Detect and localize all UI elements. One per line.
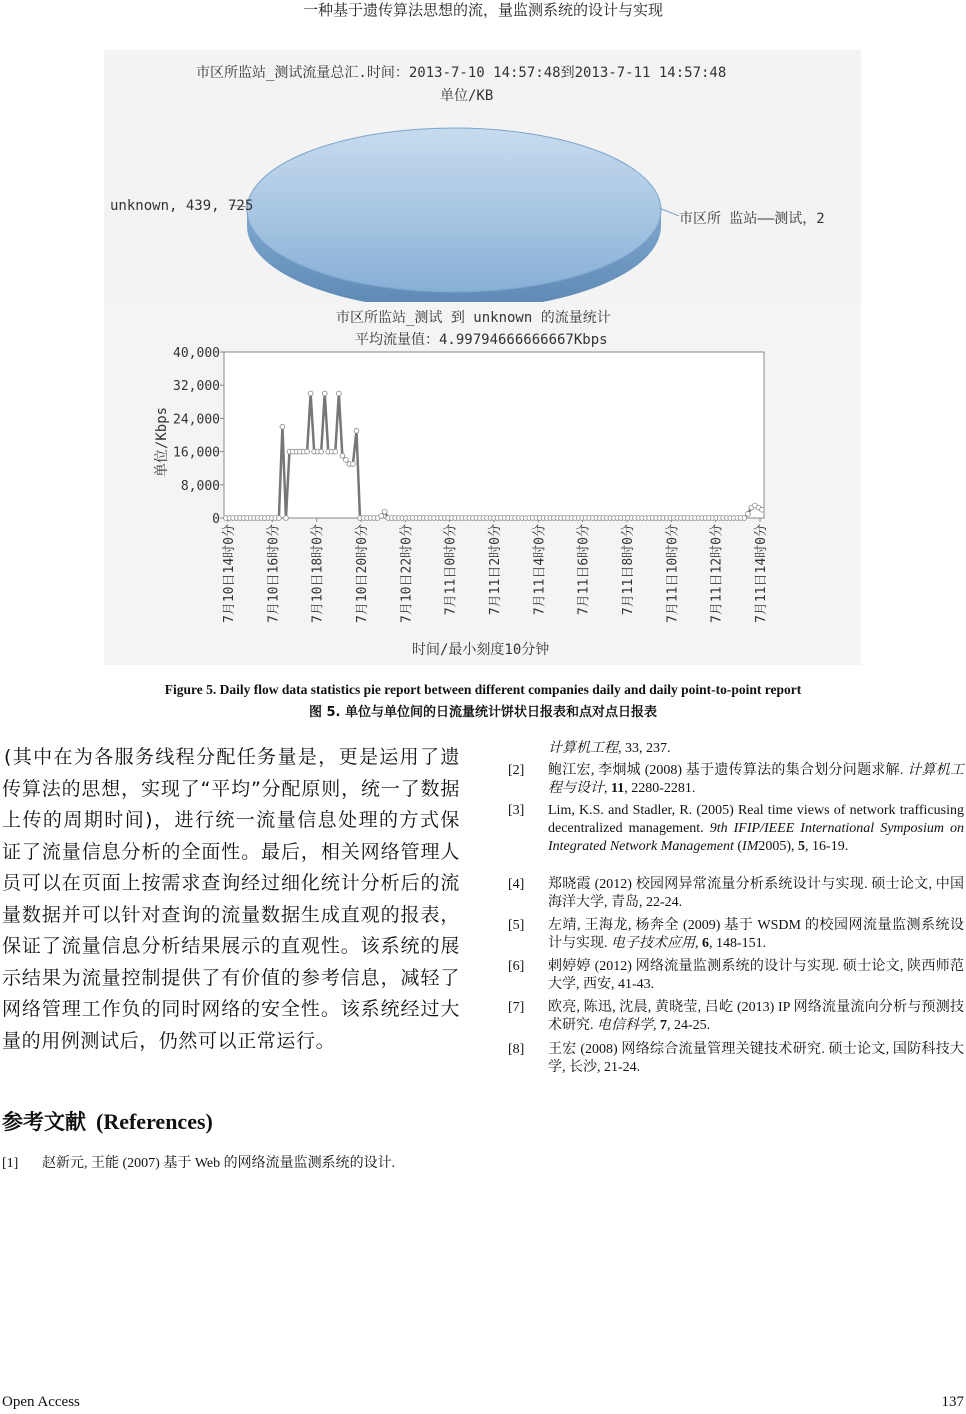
reference-item-continued	[508, 740, 964, 760]
x-tick-label: 7月11日0时0分	[443, 524, 459, 616]
data-point	[382, 509, 387, 514]
line-chart-panel	[104, 302, 861, 665]
reference-journal: 计算机工程与设计	[548, 763, 965, 796]
references-heading	[2, 1106, 213, 1136]
x-tick-label: 7月11日10时0分	[665, 524, 681, 623]
data-point	[336, 391, 341, 396]
data-point	[305, 449, 310, 454]
figure-caption-en: Figure 5. Daily flow data statistics pie report between different companies daily and daily point-to-point report	[164, 682, 802, 697]
reference-text: 王宏 (2008) 网络综合流量管理关键技术研究. 硕士论文, 国防科技大学, 长沙, 21-24.	[548, 1042, 964, 1075]
reference-journal: 计算机工程	[548, 741, 618, 756]
pie-slice-small-leader	[659, 208, 679, 216]
reference-volume: 7	[660, 1018, 667, 1033]
data-point	[308, 391, 313, 396]
references-heading-en: (References)	[96, 1109, 213, 1134]
y-tick-label: 8,000	[180, 478, 220, 494]
reference-text: 欧亮, 陈迅, 沈晨, 黄晓莹, 吕屹 (2013) IP 网络流量流向分析与预测技术研究.	[548, 1000, 964, 1033]
line-chart	[104, 302, 861, 665]
data-point	[333, 449, 338, 454]
x-tick-label: 7月11日6时0分	[576, 524, 592, 616]
reference-number: [7]	[508, 1000, 525, 1015]
reference-paren-close: 2005),	[758, 839, 799, 854]
data-point	[351, 462, 356, 467]
pie-label-left: unknown, 439, 725	[110, 198, 254, 214]
data-point	[354, 428, 359, 433]
x-tick-label: 7月10日22时0分	[399, 524, 415, 623]
reference-item	[508, 958, 964, 996]
data-point	[343, 458, 348, 463]
reference-journal: 电子技术应用	[611, 936, 695, 951]
reference-number: [6]	[508, 959, 525, 974]
figure-caption-zh: 图 5. 单位与单位间的日流量统计饼状日报表和点对点日报表	[308, 705, 658, 720]
reference-text: 左靖, 王海龙, 杨奔全 (2009) 基于 WSDM 的校园网流量监测系统设计与实现.	[548, 918, 964, 951]
line-chart-title: 市区所监站_测试 到 unknown 的流量统计	[336, 310, 611, 326]
reference-item	[508, 1041, 964, 1079]
reference-number: [1]	[2, 1156, 19, 1171]
data-point	[745, 511, 750, 516]
reference-abbr: IM	[742, 839, 759, 854]
x-tick-label: 7月10日18时0分	[310, 524, 326, 623]
pie-title-line1: 市区所监站_测试流量总汇.时间：2013-7-10 14:57:48到2013-7-11 14:57:48	[196, 65, 727, 81]
data-point	[742, 516, 747, 521]
x-tick-label: 7月10日14时0分	[222, 524, 237, 623]
y-tick-label: 16,000	[173, 445, 220, 461]
y-tick-label: 0	[212, 512, 220, 527]
reference-text: 赵新元, 王能 (2007) 基于 Web 的网络流量监测系统的设计.	[42, 1156, 396, 1171]
data-point	[322, 391, 327, 396]
reference-item	[508, 876, 964, 914]
data-point	[276, 516, 281, 521]
reference-pages: , 148-151.	[709, 936, 767, 951]
reference-volume: 11	[611, 781, 625, 796]
reference-paren: (	[733, 839, 743, 854]
reference-text: 鲍江宏, 李炯城 (2008) 基于遗传算法的集合划分问题求解.	[548, 763, 904, 778]
reference-journal: 电信科学	[597, 1018, 653, 1033]
reference-number: [4]	[508, 877, 525, 892]
data-point	[760, 507, 765, 512]
x-tick-label: 7月11日2时0分	[488, 524, 503, 616]
x-tick-label: 7月11日14时0分	[754, 524, 769, 623]
reference-number: [5]	[508, 918, 525, 933]
pie-label-right: 市区所 监站——测试，2	[679, 211, 825, 227]
pie-chart	[104, 50, 861, 302]
body-paragraph: (其中在为各服务线程分配任务量是，更是运用了遗传算法的思想，实现了“平均”分配原则，统一了数据上传的周期时间)，进行统一流量信息处理的方式保证了流量信息分析的全面性。最后，相关网络管理人员可以在页面上按需求查询经过细化统计分析后的流量数据并可以针对查询的流量数据生成直观的报表，保证了流量信息分析结果展示的直观性。该系统的展示结果为流量控制提供了有价值的参考信息，减轻了网络管理工作负的同时网络的安全性。该系统经过大量的用例测试后，仍然可以正常运行。	[2, 746, 460, 1052]
x-tick-label: 7月11日8时0分	[621, 524, 636, 616]
y-tick-label: 32,000	[173, 379, 220, 395]
x-tick-label: 7月10日20时0分	[355, 524, 370, 623]
x-tick-label: 7月11日12时0分	[709, 524, 725, 623]
running-header: 一种基于遗传算法思想的流，量监测系统的设计与实现	[302, 1, 663, 19]
y-tick-label: 40,000	[173, 346, 220, 361]
reference-item: [5] 左靖, 王海龙, 杨奔全 (2009) 基于 WSDM 的校园网流量监测系统设计与实现. 电子技术应用, 6, 148-151.	[508, 918, 964, 951]
y-tick-label: 24,000	[173, 412, 220, 428]
reference-number: [3]	[508, 803, 525, 818]
data-point	[379, 514, 384, 519]
footer-page-number: 137	[941, 1394, 964, 1410]
reference-text: 剌婷婷 (2012) 网络流量监测系统的设计与实现. 硕士论文, 陕西师范大学, 西安, 41-43.	[548, 959, 964, 992]
footer-open-access: Open Access	[2, 1394, 80, 1410]
reference-number: [8]	[508, 1042, 525, 1057]
x-tick-label: 7月11日4时0分	[532, 524, 548, 616]
references-heading-zh: 参考文献	[2, 1110, 86, 1134]
reference-item: [7] 欧亮, 陈迅, 沈晨, 黄晓莹, 吕屹 (2013) IP 网络流量流向分析与预测技术研究. 电信科学, 7, 24-25.	[508, 1000, 964, 1033]
line-chart-subtitle: 平均流量值：4.99794666666667Kbps	[355, 332, 608, 348]
reference-volume: 6	[702, 936, 709, 951]
reference-volume-pages: , 33, 237.	[618, 741, 671, 756]
x-axis-label: 时间/最小刻度10分钟	[412, 642, 550, 658]
data-point	[280, 424, 285, 429]
reference-number: [2]	[508, 763, 525, 778]
reference-pages: , 2280-2281.	[624, 781, 696, 796]
x-tick-label: 7月10日16时0分	[266, 524, 282, 623]
reference-pages: , 24-25.	[667, 1018, 711, 1033]
reference-text: Lim, K.S. and Stadler, R. (2005) Real time views of network trafficusing decentralized management.	[548, 803, 964, 836]
data-point	[284, 516, 289, 521]
reference-pages: , 16-19.	[805, 839, 849, 854]
reference-volume: 5	[798, 839, 806, 854]
reference-item	[508, 802, 964, 874]
pie-title-line2: 单位/KB	[440, 88, 494, 104]
plot-area	[224, 352, 764, 518]
reference-item: [2] 鲍江宏, 李炯城 (2008) 基于遗传算法的集合划分问题求解. 计算机工程与设计, 11, 2280-2281.	[508, 763, 965, 796]
pie-chart-panel	[104, 50, 861, 302]
pie-slice-unknown[interactable]	[247, 128, 661, 292]
y-axis-label: 单位/Kbps	[154, 406, 170, 478]
reference-journal: 9th IFIP/IEEE International Symposium on Integrated Network Management	[548, 821, 964, 854]
reference-item	[2, 1155, 460, 1175]
data-point	[319, 449, 324, 454]
reference-text: 郑晓霞 (2012) 校园网异常流量分析系统设计与实现. 硕士论文, 中国海洋大学, 青岛, 22-24.	[548, 877, 964, 910]
data-point	[340, 453, 345, 458]
